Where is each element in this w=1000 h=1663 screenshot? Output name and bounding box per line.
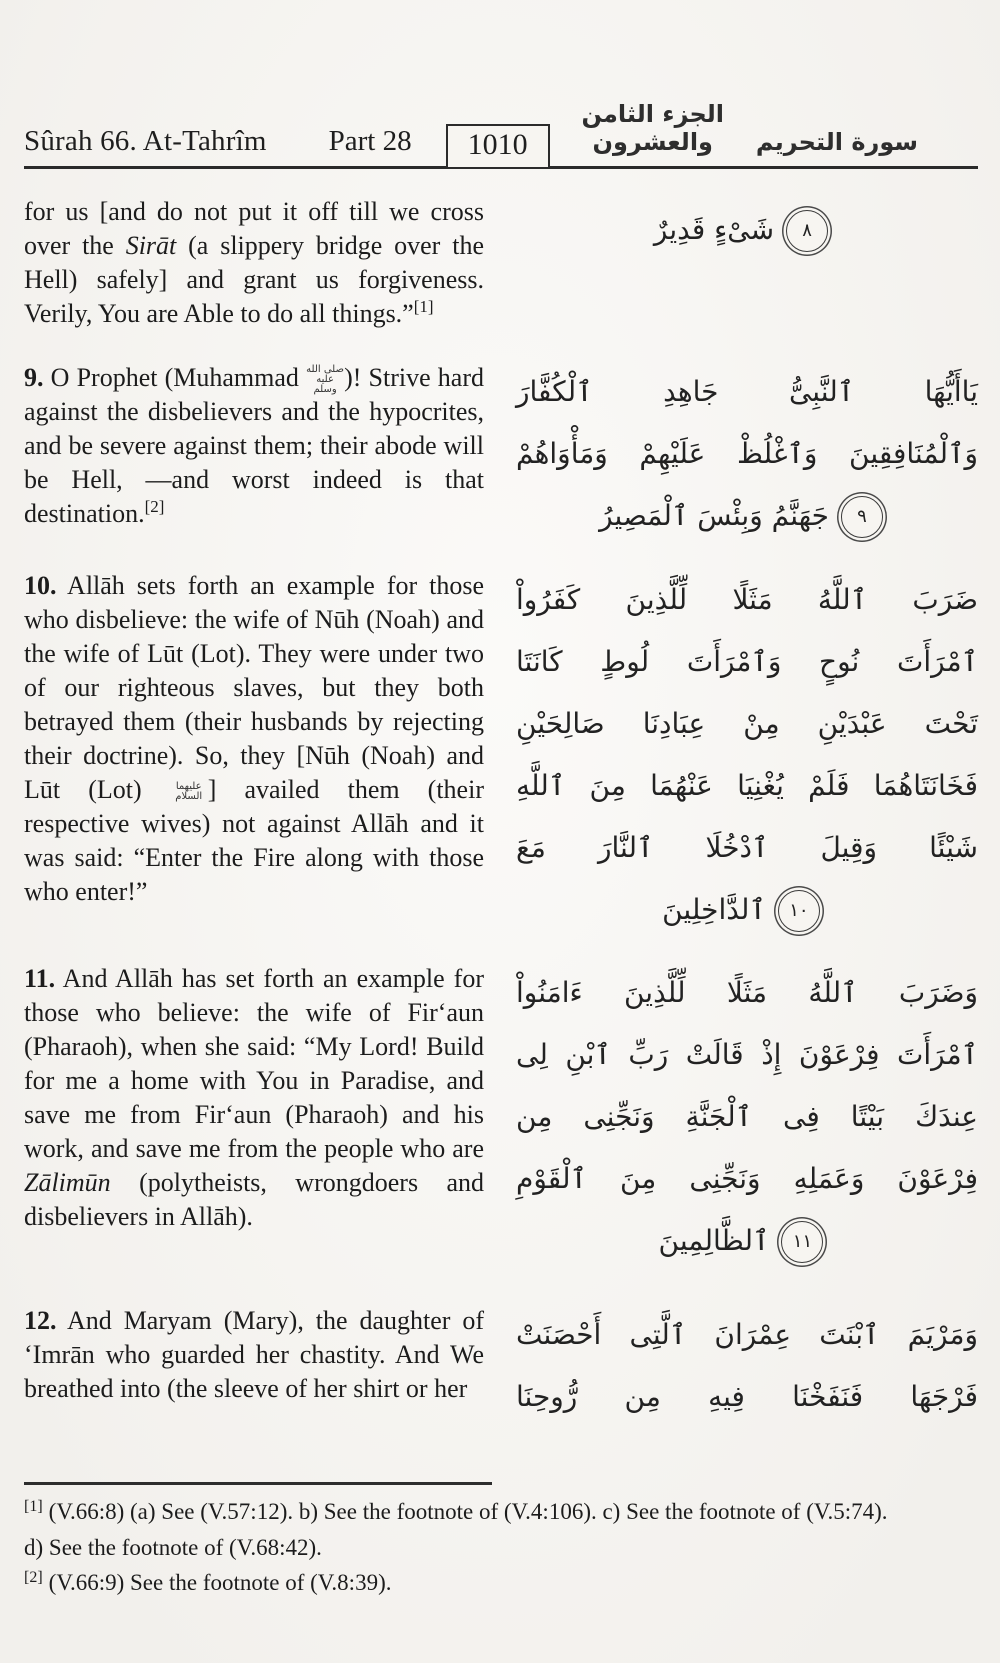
verse-11-arabic-line: وَضَرَبَ ٱللَّهُ مَثَلًا لِّلَّذِينَ ءَامَنُواْ: [516, 976, 978, 1009]
footnote-1-marker: [1]: [24, 1498, 43, 1515]
ayah-9-end-medallion: ٩: [841, 496, 883, 538]
verse-9-text-cont: )! Strive hard against the disbelievers and the hypocrites, and be severe against them; their abode will be Hell, —and worst indeed is that destination.: [24, 363, 485, 529]
verse-10-arabic-line: تَحْتَ عَبْدَيْنِ مِنْ عِبَادِنَا صَالِحَيْنِ: [516, 707, 978, 740]
verse-11-arabic-last-line: [516, 1210, 978, 1272]
arabic-column: [484, 361, 978, 547]
verse-8-text: for us [and do not put it off till we cross over the: [24, 197, 484, 260]
ayah-8-end-medallion: ٨: [786, 210, 828, 252]
footnotes-section: [24, 1482, 924, 1604]
verse-11-english: [24, 962, 484, 1234]
verse-10-text: Allāh sets forth an example for those who disbelieve: the wife of Nūh (Noah) and the wife of Lūt (Lot). They were under two of our righteous slaves, but they both betrayed them (their husbands by rejecting their doctrine). So, they [Nūh (Noah) and Lūt (Lot): [24, 571, 484, 804]
verse-11-arabic-line: عِندَكَ بَيْتًا فِى ٱلْجَنَّةِ وَنَجِّنِى مِن: [516, 1100, 978, 1133]
page-header: [24, 100, 978, 169]
verse-9-row: [24, 361, 978, 547]
verse-11-arabic-line: فِرْعَوْنَ وَعَمَلِهِ وَنَجِّنِى مِنَ ٱلْقَوْمِ: [516, 1162, 978, 1195]
page-body: [24, 195, 978, 1428]
page-number: 1010: [467, 128, 528, 161]
verse-8-english: [24, 195, 484, 331]
english-column: [24, 361, 484, 547]
english-column: [24, 1304, 484, 1428]
verse-10-row: [24, 569, 978, 941]
verse-11-row: [24, 962, 978, 1272]
verse-10-arabic-line: فَخَانَتَاهُمَا فَلَمْ يُغْنِيَا عَنْهُمَا مِنَ ٱللَّهِ: [516, 769, 978, 802]
verse-10-text-cont: ] availed them (their respective wives) not against Allāh and it was said: “Enter the Fire along with those who enter!”: [24, 775, 484, 906]
english-column: [24, 962, 484, 1272]
verse-12-row: [24, 1304, 978, 1428]
english-column: [24, 195, 484, 331]
verse-9-arabic-line: يَاأَيُّهَا ٱلنَّبِىُّ جَاهِدِ ٱلْكُفَّارَ: [516, 375, 978, 408]
verse-9-english: [24, 361, 484, 531]
verse-8-italic-term: Sirāt: [125, 231, 177, 260]
ayah-11-end-medallion: ١١: [781, 1221, 823, 1263]
footnote-2: [24, 1566, 904, 1602]
verse-11-number: 11.: [24, 964, 56, 993]
verse-11-italic-term: Zālimūn: [24, 1168, 111, 1197]
verse-11-text-cont: (polytheists, wrongdoers and disbelievers in Allāh).: [24, 1168, 484, 1231]
footnote-1: [24, 1495, 904, 1564]
verse-9-text: O Prophet (Muhammad: [43, 363, 307, 392]
verse-12-arabic-line: وَمَرْيَمَ ٱبْنَتَ عِمْرَانَ ٱلَّتِى أَحْصَنَتْ: [516, 1318, 978, 1351]
verse-8-text-cont: (a slippery bridge over the Hell) safely] and grant us forgiveness. Verily, You are Able to do all things.”: [24, 231, 484, 328]
peace-be-upon-them-symbol: عليهما السلام: [175, 781, 203, 803]
verse-10-english: [24, 569, 484, 909]
verse-12-number: 12.: [24, 1306, 57, 1335]
ayah-10-end-medallion: ١٠: [778, 890, 820, 932]
footnote-2-reference: [2]: [144, 497, 165, 517]
juz-title-arabic: الجزء الثامن والعشرون: [581, 100, 725, 156]
surah-title-arabic: سورة التحريم: [755, 128, 918, 156]
page-number-box: [446, 124, 550, 169]
footnote-1-reference: [1]: [413, 297, 434, 316]
verse-10-arabic-text: ٱلدَّاخِلِينَ: [662, 893, 766, 926]
footnote-1-text: (V.66:8) (a) See (V.57:12). b) See the footnote of (V.4:106). c) See the footnote of (V.5:74). d) See the footnote of (V.68:42).: [24, 1499, 888, 1560]
verse-8-row: [24, 195, 978, 331]
verse-11-arabic-text: ٱلظَّالِمِينَ: [658, 1224, 770, 1257]
verse-11-arabic-line: ٱمْرَأَتَ فِرْعَوْنَ إِذْ قَالَتْ رَبِّ ٱبْنِ لِى: [516, 1038, 978, 1071]
footnote-2-marker: [2]: [24, 1569, 43, 1586]
arabic-column: [484, 195, 978, 331]
verse-10-arabic-line: شَيْئًا وَقِيلَ ٱدْخُلَا ٱلنَّارَ مَعَ: [516, 831, 978, 864]
footnote-2-text: (V.66:9) See the footnote of (V.8:39).: [48, 1570, 392, 1595]
verse-8-arabic-text: شَىْءٍ قَدِيرٌ: [653, 213, 775, 246]
arabic-column: [484, 569, 978, 941]
verse-10-arabic-line: ٱمْرَأَتَ نُوحٍ وَٱمْرَأَتَ لُوطٍ كَانَتَا: [516, 645, 978, 678]
part-label: Part 28: [328, 125, 412, 157]
verse-12-text: And Maryam (Mary), the daughter of ‘Imrān who guarded her chastity. And We breathed into (the sleeve of her shirt or her: [24, 1306, 484, 1403]
pbuh-calligraphy-symbol: صلى الله عليه وسلم: [306, 364, 344, 396]
verse-11-text: And Allāh has set forth an example for those who believe: the wife of Fir‘aun (Pharaoh), when she said: “My Lord! Build for me a home with You in Paradise, and save me from Fir‘aun (Pharaoh) and his work, and save me from the people who are: [24, 964, 484, 1163]
verse-12-arabic-line: فَرْجَهَا فَنَفَخْنَا فِيهِ مِن رُّوحِنَا: [516, 1380, 978, 1413]
verse-10-arabic-last-line: [516, 879, 978, 941]
verse-8-arabic-line: [516, 199, 978, 261]
verse-9-arabic-text: جَهَنَّمُ وَبِئْسَ ٱلْمَصِيرُ: [599, 499, 829, 532]
arabic-column: [484, 962, 978, 1272]
verse-9-number: 9.: [24, 363, 44, 392]
verse-12-english: [24, 1304, 484, 1406]
verse-10-arabic-line: ضَرَبَ ٱللَّهُ مَثَلًا لِّلَّذِينَ كَفَرُواْ: [516, 583, 978, 616]
verse-9-arabic-last-line: [516, 485, 978, 547]
english-column: [24, 569, 484, 941]
footnote-divider: [24, 1482, 492, 1485]
verse-9-arabic-line: وَٱلْمُنَافِقِينَ وَٱغْلُظْ عَلَيْهِمْ وَمَأْوَاهُمْ: [516, 437, 978, 470]
surah-title-english: Sûrah 66. At-Tahrîm: [24, 125, 267, 157]
verse-10-number: 10.: [24, 571, 57, 600]
arabic-column: [484, 1304, 978, 1428]
